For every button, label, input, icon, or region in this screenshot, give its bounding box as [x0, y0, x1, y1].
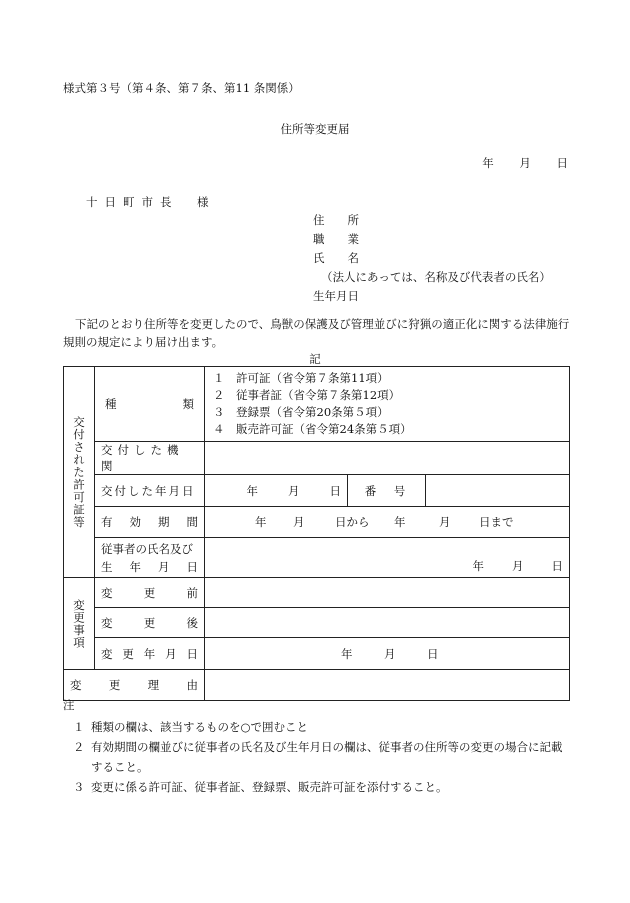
- group-issued-label: 交付された許可証等: [72, 415, 86, 529]
- worker-label-line1: 従事者の氏名及び: [101, 541, 193, 556]
- validity-from-month: 月: [293, 515, 305, 529]
- change-month: 月: [384, 646, 396, 661]
- validity-from-day: 日から: [335, 515, 370, 529]
- worker-char: 月: [158, 559, 170, 574]
- form-number: 様式第３号（第４条、第７条、第11 条関係）: [63, 81, 300, 95]
- after-char: 変: [101, 615, 113, 630]
- worker-char: 生: [101, 559, 113, 574]
- note-number: １: [73, 720, 85, 734]
- group-issued-cell: [64, 367, 95, 578]
- type-option-registration[interactable]: ３ 登録票（省令第20条第５項）: [213, 405, 389, 419]
- issue-date-number-cell: [205, 475, 570, 507]
- addressee: 十日町市長 様: [86, 195, 216, 209]
- validity-label: [95, 507, 205, 538]
- date-day-label: 日: [556, 156, 568, 170]
- validity-to-month: 月: [439, 515, 451, 529]
- reason-char: 由: [186, 678, 198, 692]
- validity-char: 期: [158, 515, 170, 529]
- note-item: [63, 777, 573, 797]
- applicant-corporate-note: （法人にあっては、名称及び代表者の氏名）: [321, 270, 551, 284]
- worker-year: 年: [472, 559, 484, 573]
- issue-date-text: 交付した年月日: [101, 483, 196, 498]
- change-date-char: 月: [165, 646, 177, 661]
- validity-char: 間: [186, 515, 198, 529]
- notes-heading: 注: [63, 698, 75, 712]
- note-number: ２: [73, 740, 85, 754]
- applicant-birthdate-label: 生年月日: [313, 289, 359, 303]
- validity-to-year: 年: [394, 515, 406, 529]
- worker-month: 月: [512, 559, 524, 573]
- table-row: [64, 507, 570, 538]
- table-row: [64, 578, 570, 608]
- reason-char: 更: [108, 678, 121, 692]
- applicant-name-label: 氏 名: [313, 251, 359, 265]
- statement-text: 下記のとおり住所等を変更したので、鳥獣の保護及び管理並びに狩猟の適正化に関する法律施行規則の規定により届け出ます。: [63, 317, 570, 349]
- validity-char: 効: [129, 515, 141, 529]
- change-date-label: [95, 638, 205, 670]
- table-row: [64, 608, 570, 638]
- after-field[interactable]: [205, 608, 570, 638]
- table-row: [64, 538, 570, 578]
- validity-char: 有: [101, 515, 113, 529]
- type-label-char: 類: [182, 397, 194, 411]
- change-date-char: 更: [122, 646, 134, 661]
- applicant-occupation-label: 職 業: [313, 232, 359, 246]
- change-date-char: 変: [101, 646, 113, 661]
- note-text: 変更に係る許可証、従事者証、登録票、販売許可証を添付すること。: [91, 780, 448, 794]
- worker-label: [95, 538, 205, 578]
- validity-field[interactable]: [205, 507, 570, 538]
- validity-to-day: 日まで: [479, 515, 514, 529]
- number-label-cell: [348, 475, 426, 506]
- issue-date-field[interactable]: [205, 475, 348, 506]
- change-date-char: 日: [186, 646, 198, 661]
- worker-char: 年: [129, 559, 141, 574]
- before-char: 更: [143, 585, 156, 600]
- number-label: 番 号: [364, 483, 409, 498]
- change-day: 日: [427, 646, 439, 661]
- before-char: 前: [186, 585, 198, 600]
- ki-heading: 記: [309, 352, 321, 366]
- issuing-org-text: 交付した機関: [101, 443, 184, 473]
- reason-char: 理: [147, 678, 160, 692]
- group-change-cell: [64, 578, 95, 670]
- validity-from-year: 年: [255, 515, 267, 529]
- change-year: 年: [341, 646, 353, 661]
- type-label-char: 種: [105, 397, 117, 411]
- after-label: [95, 608, 205, 638]
- after-char: 更: [143, 615, 156, 630]
- type-label-cell: [95, 367, 205, 442]
- date-year-label: 年: [482, 156, 494, 170]
- before-label: [95, 578, 205, 608]
- number-field[interactable]: [426, 475, 569, 506]
- note-item: [63, 717, 573, 737]
- worker-field[interactable]: [205, 538, 570, 578]
- issue-year-label: 年: [246, 483, 258, 498]
- issue-date-label: [95, 475, 205, 507]
- table-row: [64, 475, 570, 507]
- worker-char: 日: [186, 559, 198, 574]
- issue-day-label: 日: [329, 483, 341, 498]
- after-char: 後: [186, 615, 198, 630]
- table-row: [64, 367, 570, 442]
- note-item: [63, 737, 573, 777]
- applicant-block: [313, 211, 551, 306]
- reason-char: 変: [70, 678, 82, 692]
- submission-date: [460, 155, 568, 171]
- issue-month-label: 月: [288, 483, 300, 498]
- table-row: [64, 442, 570, 475]
- details-table: [63, 366, 570, 701]
- note-number: ３: [73, 780, 85, 794]
- change-date-field[interactable]: [205, 638, 570, 670]
- notes: [63, 695, 573, 797]
- note-text: 有効期間の欄並びに従事者の氏名及び生年月日の欄は、従事者の住所等の変更の場合に記載すること。: [91, 740, 563, 774]
- worker-day: 日: [551, 559, 563, 573]
- type-options-cell[interactable]: [205, 367, 570, 442]
- before-char: 変: [101, 585, 113, 600]
- type-option-worker-cert[interactable]: ２ 従事者証（省令第７条第12項）: [213, 388, 401, 402]
- type-option-permit[interactable]: １ 許可証（省令第７条第11項）: [213, 371, 389, 385]
- applicant-address-label: 住 所: [313, 213, 359, 227]
- issuing-org-label: [95, 442, 205, 475]
- note-text: 種類の欄は、該当するものを○で囲むこと: [91, 720, 309, 734]
- before-field[interactable]: [205, 578, 570, 608]
- issuing-org-field[interactable]: [205, 442, 570, 475]
- group-change-label: 変更事項: [72, 598, 86, 649]
- document-title: 住所等変更届: [280, 122, 350, 136]
- date-month-label: 月: [519, 156, 531, 170]
- table-row: [64, 638, 570, 670]
- type-option-sales-permit[interactable]: ４ 販売許可証（省令第24条第５項）: [213, 422, 412, 436]
- change-date-char: 年: [143, 646, 156, 661]
